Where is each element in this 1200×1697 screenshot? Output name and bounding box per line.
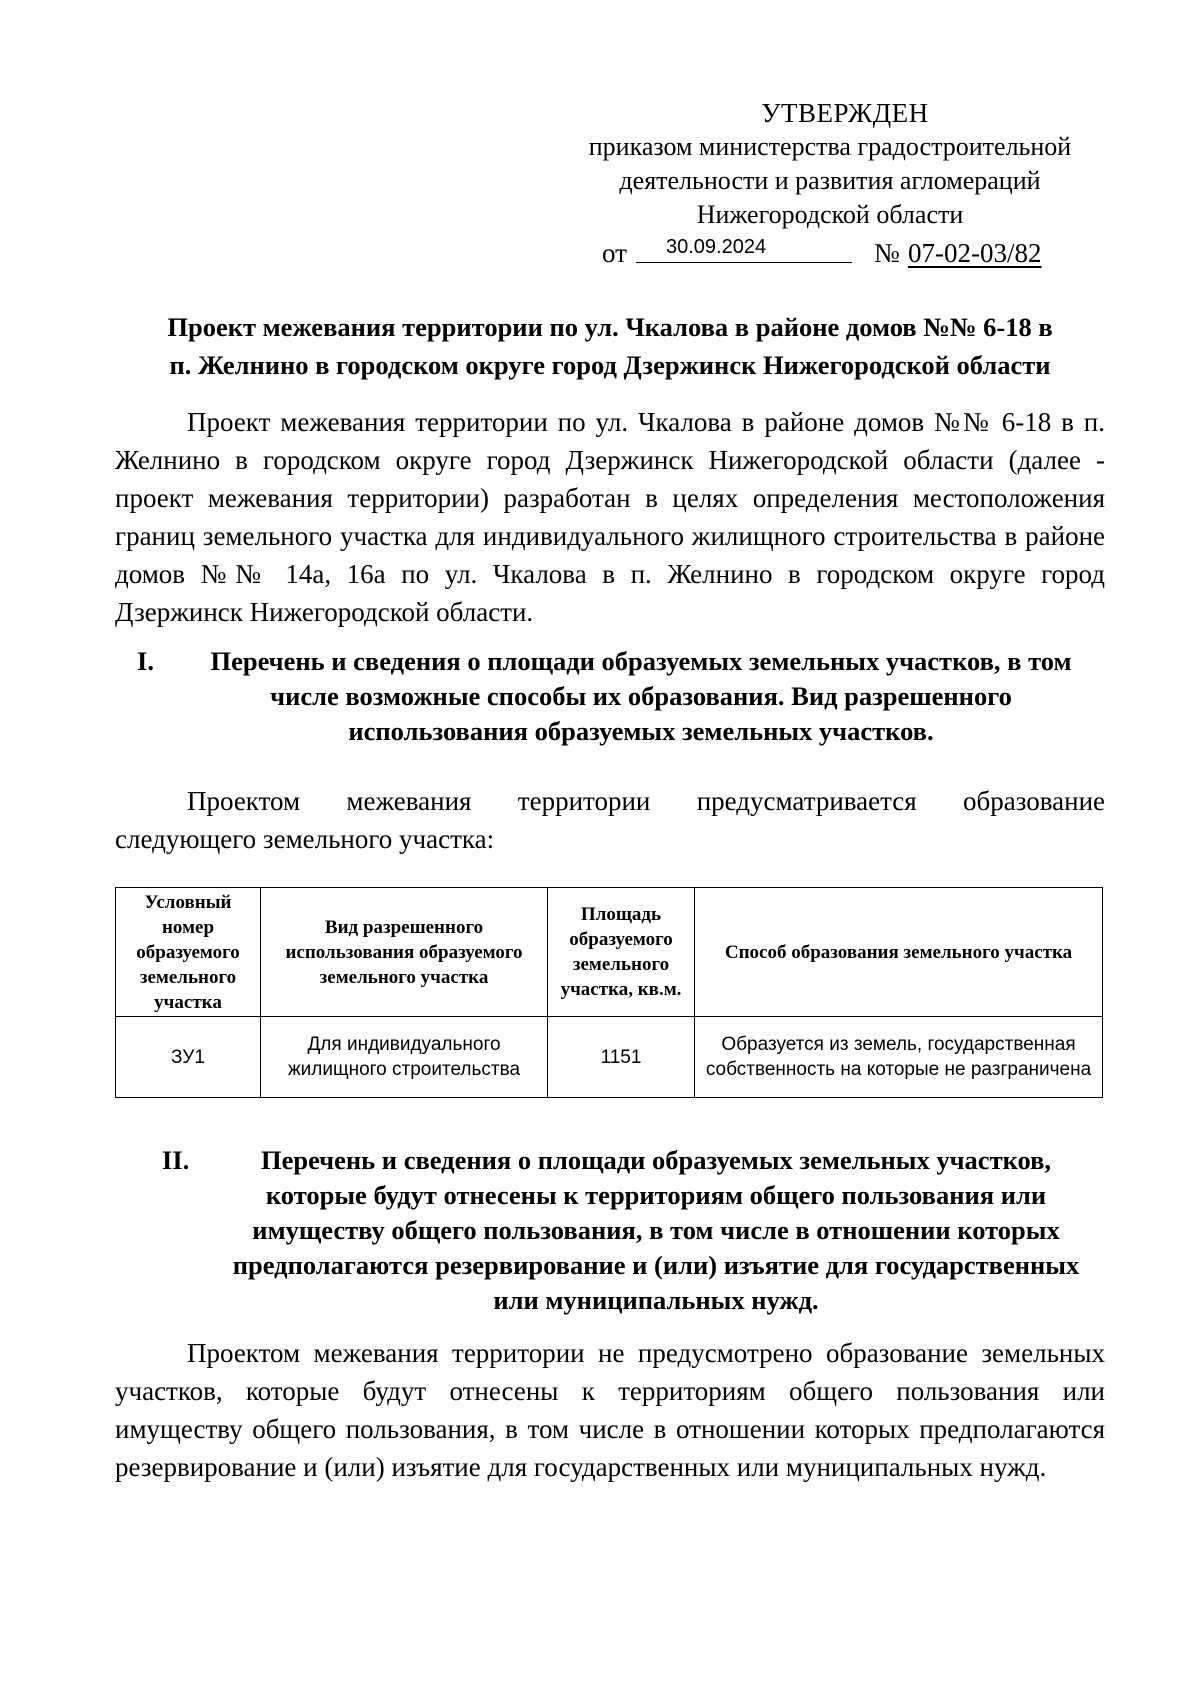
cell-area: 1151 <box>548 1017 695 1098</box>
header-plot-number: Условный номер образуемого земельного участка <box>116 888 261 1017</box>
section-2-line-4: предполагаются резервирование и (или) изъятие для государственных <box>232 1250 1080 1280</box>
header-area: Площадь образуемого земельного участка, кв.м. <box>548 888 695 1017</box>
cell-permitted-use: Для индивидуального жилищного строительства <box>261 1017 548 1098</box>
approval-block <box>540 96 1120 268</box>
header-formation-method: Способ образования земельного участка <box>695 888 1103 1017</box>
section-2-heading <box>115 1143 1105 1318</box>
approval-line-3: Нижегородской области <box>696 200 964 229</box>
section-2-line-1: Перечень и сведения о площади образуемых земельных участков, <box>260 1145 1052 1175</box>
approval-line-1: приказом министерства градостроительной <box>588 132 1072 161</box>
approval-line-2: деятельности и развития агломераций <box>619 166 1041 195</box>
section-1-line-3: использования образуемых земельных участков. <box>348 716 934 746</box>
cell-plot-number: ЗУ1 <box>116 1017 261 1098</box>
document-title-line-1: Проект межевания территории по ул. Чкалова в районе домов №№ 6-18 в <box>167 312 1053 342</box>
intro-paragraph: Проект межевания территории по ул. Чкалова в районе домов №№ 6-18 в п. Желнино в городском округе город Дзержинск Нижегородской области (далее - проект межевания территории) разработан в целях определения местоположения границ земельного участка для индивидуального жилищного строительства в районе домов №№ 14а, 16а по ул. Чкалова в п. Желнино в городском округе город Дзержинск Нижегородской области. <box>115 407 1105 627</box>
document-title <box>115 308 1105 384</box>
approval-heading: УТВЕРЖДЕН <box>761 98 929 128</box>
section-2-line-3: имуществу общего пользования, в том числе в отношении которых <box>252 1215 1060 1245</box>
date-prefix: от <box>602 238 627 268</box>
section-1-paragraph-line-2: следующего земельного участка: <box>115 824 495 854</box>
section-2-line-5: или муниципальных нужд. <box>493 1285 819 1315</box>
cell-formation-method: Образуется из земель, государственная собственность на которые не разграничена <box>695 1017 1103 1098</box>
order-number: 07-02-03/82 <box>908 238 1042 268</box>
section-1-line-1: Перечень и сведения о площади образуемых земельных участков, в том <box>210 646 1072 676</box>
section-1-numeral: I. <box>137 646 154 676</box>
section-2-line-2: которые будут отнесены к территориям общего пользования или <box>265 1180 1047 1210</box>
document-title-line-2: п. Желнино в городском округе город Дзержинск Нижегородской области <box>169 350 1051 380</box>
land-plots-table <box>115 887 1103 1098</box>
order-date-number <box>602 232 1082 268</box>
section-1-line-2: числе возможные способы их образования. Вид разрешенного <box>270 681 1012 711</box>
table-header-row <box>116 888 1103 1017</box>
section-1-heading <box>115 644 1105 749</box>
number-sign: № <box>874 238 900 268</box>
order-date: 30.09.2024 <box>666 236 767 258</box>
table-row <box>116 1017 1103 1098</box>
section-2-paragraph: Проектом межевания территории не предусмотрено образование земельных участков, которые будут отнесены к территориям общего пользования или имуществу общего пользования, в том числе в отношении которых предполагаются резервирование и (или) изъятие для государственных или муниципальных нужд. <box>115 1338 1105 1482</box>
section-2-numeral: II. <box>162 1145 190 1175</box>
header-permitted-use: Вид разрешенного использования образуемого земельного участка <box>261 888 548 1017</box>
section-1-paragraph-line-1: Проектом межевания территории предусматривается образование <box>187 786 1105 816</box>
section-1-paragraph <box>115 782 1105 858</box>
